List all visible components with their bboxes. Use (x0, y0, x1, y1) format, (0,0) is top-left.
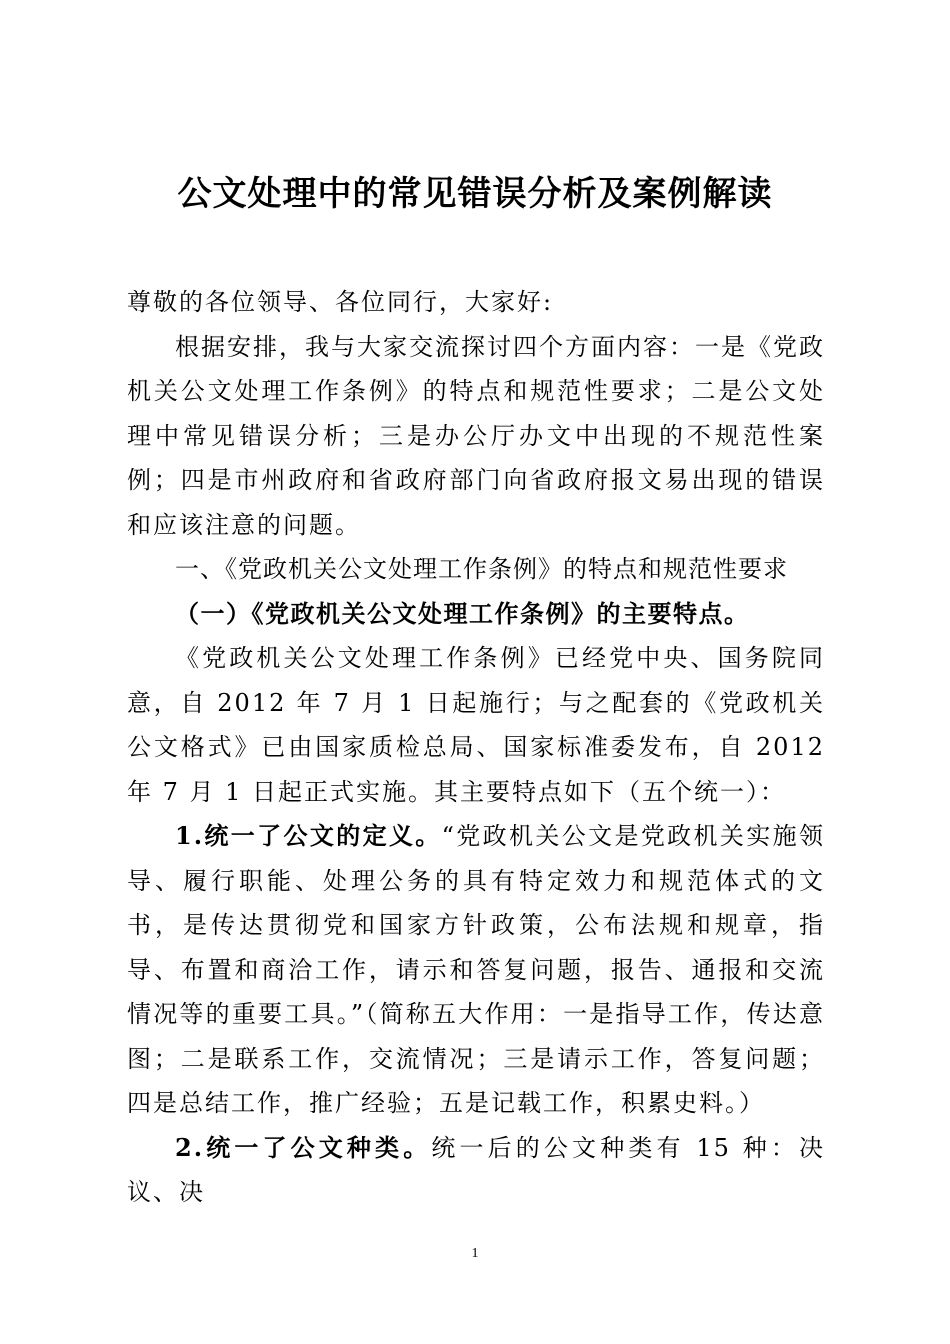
point-2-text: 统一后的公文种类有 15 种：决议、决 (127, 1133, 825, 1206)
page-number: 1 (471, 1246, 479, 1261)
subsection-paragraph: 《党政机关公文处理工作条例》已经党中央、国务院同意，自 2012 年 7 月 1 日起施行；与之配套的《党政机关公文格式》已由国家质检总局、国家标准委发布，自 2012 年 7 月 1 日起正式实施。其主要特点如下（五个统一）： (127, 644, 825, 806)
point-2-paragraph (127, 1126, 825, 1215)
greeting-paragraph: 尊敬的各位领导、各位同行，大家好: (127, 288, 554, 316)
point-1-lead: 1.统一了公文的定义。 (175, 821, 442, 850)
point-1-paragraph (127, 814, 825, 1126)
document-title: 公文处理中的常见错误分析及案例解读 (177, 174, 773, 214)
intro-paragraph: 根据安排，我与大家交流探讨四个方面内容：一是《党政机关公文处理工作条例》的特点和规范性要求；二是公文处理中常见错误分析；三是办公厅办文中出现的不规范性案例；四是市州政府和省政府部门向省政府报文易出现的错误和应该注意的问题。 (127, 332, 825, 539)
subsection-heading: （一）《党政机关公文处理工作条例》的主要特点。 (175, 598, 750, 628)
point-1-text: “党政机关公文是党政机关实施领导、履行职能、处理公务的具有特定效力和规范体式的文书，是传达贯彻党和国家方针政策，公布法规和规章，指导、布置和商洽工作，请示和答复问题，报告、通报和交流情况等的重要工具。”（简称五大作用：一是指导工作，传达意图；二是联系工作，交流情况；三是请示工作，答复问题；四是总结工作，推广经验；五是记载工作，积累史料。） (127, 822, 825, 1117)
document-body (127, 280, 825, 1215)
section-heading: 一、《党政机关公文处理工作条例》的特点和规范性要求 (175, 555, 788, 583)
point-2-lead: 2.统一了公文种类。 (175, 1132, 432, 1162)
